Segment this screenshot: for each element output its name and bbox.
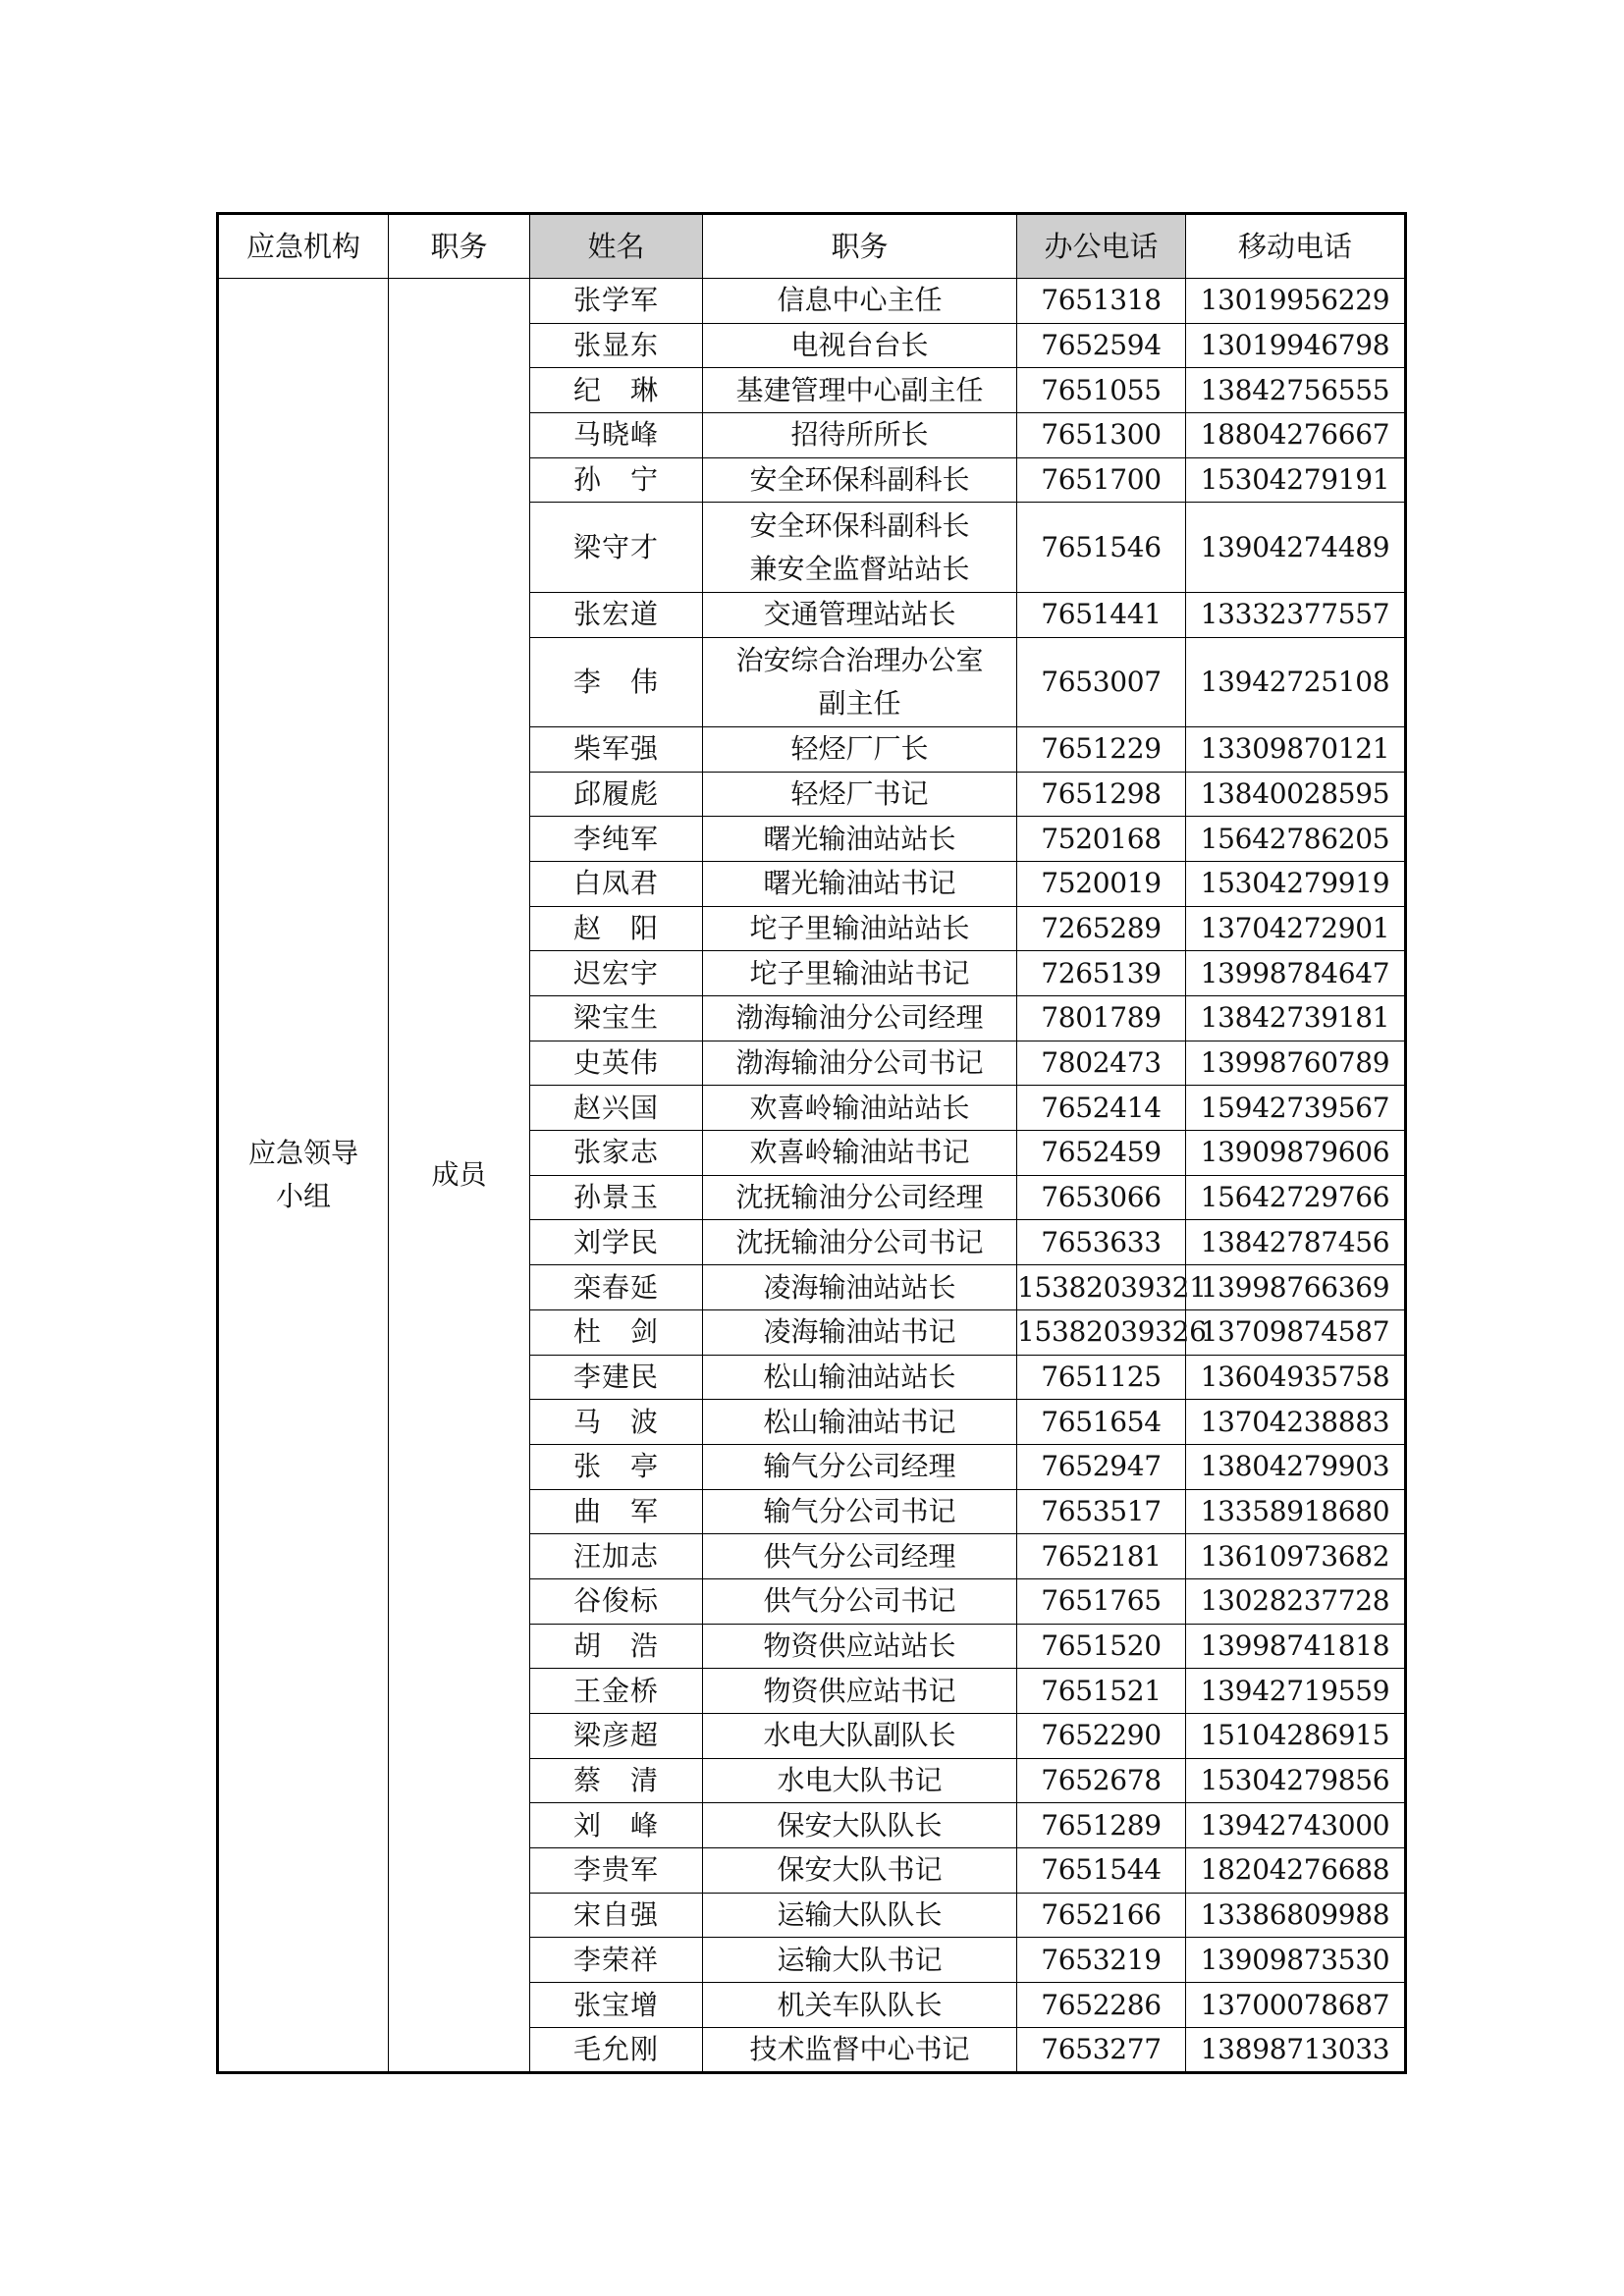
header-row [218,214,1406,279]
position-line: 曙光输油站站长 [763,822,956,855]
position-line: 沈抚输油分公司书记 [735,1225,984,1258]
mobile-phone-cell: 13998766369 [1186,1265,1406,1310]
position-cell [703,1444,1017,1489]
mobile-phone-cell: 13842756555 [1186,368,1406,413]
mobile-phone-cell: 13019956229 [1186,279,1406,324]
position-line: 曙光输油站书记 [763,867,956,900]
office-phone-cell: 7652181 [1017,1534,1186,1579]
header-name: 姓名 [530,214,703,279]
position-line: 运输大队书记 [777,1943,943,1976]
name-cell: 李贵军 [530,1848,703,1894]
position-cell [703,637,1017,726]
position-line: 电视台台长 [790,329,929,362]
position-line: 物资供应站站长 [763,1629,956,1662]
position-cell [703,906,1017,951]
position-cell [703,1669,1017,1714]
name-cell: 杜 剑 [530,1309,703,1355]
mobile-phone-cell: 13709874587 [1186,1309,1406,1355]
office-phone-cell: 7651544 [1017,1848,1186,1894]
mobile-phone-cell: 13332377557 [1186,592,1406,637]
name-cell: 张 亭 [530,1444,703,1489]
header-role: 职务 [389,214,530,279]
office-phone-cell: 7651654 [1017,1400,1186,1445]
position-cell [703,772,1017,817]
office-phone-cell: 7651765 [1017,1578,1186,1624]
contact-table [216,212,1407,2074]
name-cell: 蔡 清 [530,1758,703,1803]
mobile-phone-cell: 15304279856 [1186,1758,1406,1803]
name-cell: 马晓峰 [530,413,703,458]
position-cell [703,503,1017,592]
position-line: 技术监督中心书记 [749,2032,970,2065]
name-cell: 史英伟 [530,1041,703,1086]
position-line: 运输大队队长 [777,1898,943,1932]
position-cell [703,1041,1017,1086]
position-cell [703,1355,1017,1400]
name-cell: 梁宝生 [530,996,703,1041]
office-phone-cell: 7801789 [1017,996,1186,1041]
position-cell [703,1400,1017,1445]
mobile-phone-cell: 13942743000 [1186,1803,1406,1848]
name-cell: 李荣祥 [530,1938,703,1983]
position-line: 交通管理站站长 [763,598,956,631]
name-cell: 张学军 [530,279,703,324]
mobile-phone-cell: 13358918680 [1186,1489,1406,1534]
position-line: 渤海输油分公司经理 [735,1001,984,1035]
office-phone-cell: 7520168 [1017,817,1186,862]
name-cell: 迟宏宇 [530,951,703,996]
position-line: 松山输油站站长 [763,1360,956,1393]
mobile-phone-cell: 15304279919 [1186,861,1406,906]
position-cell [703,861,1017,906]
name-cell: 邱履彪 [530,772,703,817]
position-cell [703,1131,1017,1176]
position-line: 保安大队书记 [777,1853,943,1887]
mobile-phone-cell: 13700078687 [1186,1983,1406,2028]
office-phone-cell: 7653517 [1017,1489,1186,1534]
mobile-phone-cell: 13942725108 [1186,637,1406,726]
mobile-phone-cell: 13842739181 [1186,996,1406,1041]
mobile-phone-cell: 15304279191 [1186,457,1406,503]
office-phone-cell: 7651441 [1017,592,1186,637]
mobile-phone-cell: 13942719559 [1186,1669,1406,1714]
mobile-phone-cell: 15942739567 [1186,1086,1406,1131]
name-cell: 王金桥 [530,1669,703,1714]
position-line: 松山输油站书记 [763,1405,956,1438]
header-mobile-phone: 移动电话 [1186,214,1406,279]
position-line: 安全环保科副科长 [749,463,970,497]
position-cell [703,1983,1017,2028]
office-phone-cell: 15382039321 [1017,1265,1186,1310]
position-line: 招待所所长 [790,418,929,452]
mobile-phone-cell: 15642786205 [1186,817,1406,862]
mobile-phone-cell: 13898713033 [1186,2027,1406,2072]
mobile-phone-cell: 13804279903 [1186,1444,1406,1489]
mobile-phone-cell: 13998741818 [1186,1624,1406,1669]
position-line: 水电大队书记 [777,1764,943,1797]
position-cell [703,1624,1017,1669]
position-cell [703,2027,1017,2072]
position-line: 供气分公司书记 [763,1584,956,1618]
position-line: 欢喜岭输油站站长 [749,1091,970,1124]
mobile-phone-cell: 13904274489 [1186,503,1406,592]
office-phone-cell: 7653633 [1017,1220,1186,1265]
office-phone-cell: 7265139 [1017,951,1186,996]
position-line: 渤海输油分公司书记 [735,1046,984,1080]
name-cell: 孙景玉 [530,1175,703,1220]
table-row [218,279,1406,324]
office-phone-cell: 7653066 [1017,1175,1186,1220]
position-line: 副主任 [818,686,901,720]
position-cell [703,996,1017,1041]
mobile-phone-cell: 13909873530 [1186,1938,1406,1983]
position-cell [703,1578,1017,1624]
name-cell: 张宏道 [530,592,703,637]
name-cell: 纪 琳 [530,368,703,413]
office-phone-cell: 7651055 [1017,368,1186,413]
mobile-phone-cell: 13842787456 [1186,1220,1406,1265]
mobile-phone-cell: 13386809988 [1186,1893,1406,1938]
office-phone-cell: 7651300 [1017,413,1186,458]
name-cell: 柴军强 [530,726,703,772]
position-cell [703,1938,1017,1983]
name-cell: 刘学民 [530,1220,703,1265]
mobile-phone-cell: 13610973682 [1186,1534,1406,1579]
office-phone-cell: 7651125 [1017,1355,1186,1400]
office-phone-cell: 7653277 [1017,2027,1186,2072]
name-cell: 梁守才 [530,503,703,592]
position-cell [703,1893,1017,1938]
office-phone-cell: 7653219 [1017,1938,1186,1983]
office-phone-cell: 7652290 [1017,1714,1186,1759]
mobile-phone-cell: 13704272901 [1186,906,1406,951]
position-cell [703,279,1017,324]
position-line: 机关车队队长 [777,1988,943,2021]
group-cell [218,279,389,2073]
position-line: 凌海输油站书记 [763,1315,956,1349]
mobile-phone-cell: 13998784647 [1186,951,1406,996]
name-cell: 赵兴国 [530,1086,703,1131]
office-phone-cell: 7651521 [1017,1669,1186,1714]
header-org: 应急机构 [218,214,389,279]
position-cell [703,457,1017,503]
name-cell: 马 波 [530,1400,703,1445]
position-cell [703,1848,1017,1894]
name-cell: 汪加志 [530,1534,703,1579]
position-line: 基建管理中心副主任 [735,373,984,406]
position-cell [703,1175,1017,1220]
position-line: 信息中心主任 [777,284,943,317]
position-cell [703,1489,1017,1534]
mobile-phone-cell: 15642729766 [1186,1175,1406,1220]
name-cell: 赵 阳 [530,906,703,951]
office-phone-cell: 7651520 [1017,1624,1186,1669]
name-cell: 谷俊标 [530,1578,703,1624]
position-line: 输气分公司经理 [763,1450,956,1483]
position-line: 轻烃厂厂长 [790,732,929,766]
name-cell: 毛允刚 [530,2027,703,2072]
position-line: 输气分公司书记 [763,1494,956,1527]
position-cell [703,1220,1017,1265]
name-cell: 张宝增 [530,1983,703,2028]
position-line: 物资供应站书记 [763,1674,956,1707]
position-line: 坨子里输油站书记 [749,956,970,989]
position-line: 欢喜岭输油站书记 [749,1136,970,1169]
position-cell [703,413,1017,458]
office-phone-cell: 7652414 [1017,1086,1186,1131]
mobile-phone-cell: 18204276688 [1186,1848,1406,1894]
office-phone-cell: 7802473 [1017,1041,1186,1086]
position-cell [703,726,1017,772]
position-cell [703,1086,1017,1131]
position-cell [703,1758,1017,1803]
office-phone-cell: 7651298 [1017,772,1186,817]
position-cell [703,817,1017,862]
position-cell [703,1803,1017,1848]
name-cell: 白凤君 [530,861,703,906]
position-cell [703,1714,1017,1759]
office-phone-cell: 7651289 [1017,1803,1186,1848]
name-cell: 张家志 [530,1131,703,1176]
office-phone-cell: 7651229 [1017,726,1186,772]
header-position: 职务 [703,214,1017,279]
position-cell [703,368,1017,413]
position-cell [703,1265,1017,1310]
group-line: 小组 [275,1179,331,1212]
mobile-phone-cell: 13028237728 [1186,1578,1406,1624]
mobile-phone-cell: 13998760789 [1186,1041,1406,1086]
name-cell: 曲 军 [530,1489,703,1534]
position-line: 供气分公司经理 [763,1539,956,1573]
mobile-phone-cell: 15104286915 [1186,1714,1406,1759]
position-cell [703,1534,1017,1579]
position-line: 保安大队队长 [777,1808,943,1842]
name-cell: 李建民 [530,1355,703,1400]
position-line: 沈抚输油分公司经理 [735,1181,984,1214]
office-phone-cell: 7265289 [1017,906,1186,951]
office-phone-cell: 7520019 [1017,861,1186,906]
group-line: 应急领导 [247,1136,358,1169]
position-line: 坨子里输油站站长 [749,912,970,944]
position-cell [703,951,1017,996]
position-line: 治安综合治理办公室 [735,643,984,676]
header-office-phone: 办公电话 [1017,214,1186,279]
position-line: 安全环保科副科长 [749,508,970,542]
office-phone-cell: 7652947 [1017,1444,1186,1489]
office-phone-cell: 7651546 [1017,503,1186,592]
office-phone-cell: 7652594 [1017,323,1186,368]
position-line: 轻烃厂书记 [790,776,929,810]
position-cell [703,592,1017,637]
mobile-phone-cell: 13309870121 [1186,726,1406,772]
name-cell: 梁彦超 [530,1714,703,1759]
position-line: 凌海输油站站长 [763,1270,956,1304]
mobile-phone-cell: 13840028595 [1186,772,1406,817]
name-cell: 李 伟 [530,637,703,726]
office-phone-cell: 7651318 [1017,279,1186,324]
name-cell: 栾春延 [530,1265,703,1310]
mobile-phone-cell: 13019946798 [1186,323,1406,368]
office-phone-cell: 7652678 [1017,1758,1186,1803]
office-phone-cell: 7652459 [1017,1131,1186,1176]
mobile-phone-cell: 13604935758 [1186,1355,1406,1400]
position-cell [703,323,1017,368]
name-cell: 宋自强 [530,1893,703,1938]
office-phone-cell: 7652166 [1017,1893,1186,1938]
mobile-phone-cell: 13704238883 [1186,1400,1406,1445]
position-line: 兼安全监督站站长 [749,552,970,585]
position-cell [703,1309,1017,1355]
position-line: 水电大队副队长 [763,1719,956,1752]
office-phone-cell: 15382039326 [1017,1309,1186,1355]
name-cell: 张显东 [530,323,703,368]
office-phone-cell: 7653007 [1017,637,1186,726]
mobile-phone-cell: 13909879606 [1186,1131,1406,1176]
role-cell: 成员 [389,279,530,2073]
name-cell: 孙 宁 [530,457,703,503]
mobile-phone-cell: 18804276667 [1186,413,1406,458]
name-cell: 刘 峰 [530,1803,703,1848]
office-phone-cell: 7652286 [1017,1983,1186,2028]
name-cell: 胡 浩 [530,1624,703,1669]
name-cell: 李纯军 [530,817,703,862]
office-phone-cell: 7651700 [1017,457,1186,503]
